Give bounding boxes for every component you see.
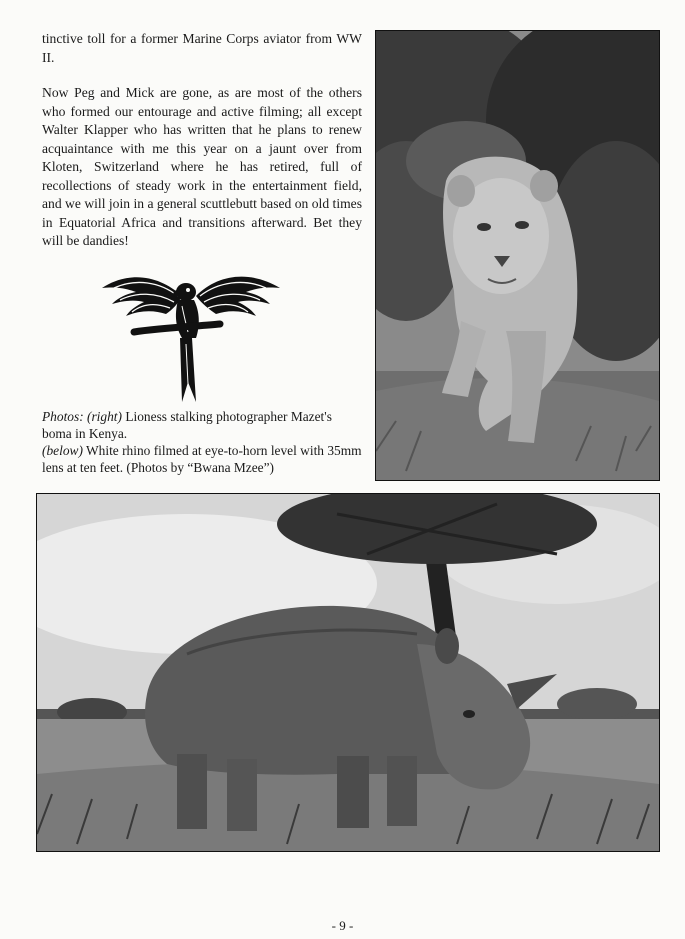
caption-right-text: Lioness stalking photographer Mazet's boma in Kenya. <box>42 409 332 441</box>
article-text <box>42 30 362 251</box>
paragraph-two: Now Peg and Mick are gone, as are most of the others who formed our entourage and active filming; all except Walter Klapper who has written that he plans to renew acquaintance with me this year on a jaunt over from Kloten, Switzerland where he has retired, full of recollections of steady work in the entertainment field, and we will join in a general scuttlebutt based on old times in Equatorial Africa and transitions afterward. Bet they will be dandies! <box>42 85 362 248</box>
photo-caption <box>42 408 362 476</box>
parrot-icon <box>100 266 282 404</box>
page-number: - 9 - <box>331 918 354 933</box>
paragraph-continued: tinctive toll for a former Marine Corps aviator from WW II. <box>42 31 362 65</box>
white-rhino-photo <box>36 493 660 852</box>
caption-below-tag: (below) <box>42 443 83 458</box>
lioness-photo <box>375 30 660 481</box>
caption-label: Photos: <box>42 409 84 424</box>
caption-below-text: White rhino filmed at eye-to-horn level with 35mm lens at ten feet. (Photos by “Bwana Mzee”) <box>42 443 362 475</box>
caption-right-tag: (right) <box>87 409 122 424</box>
